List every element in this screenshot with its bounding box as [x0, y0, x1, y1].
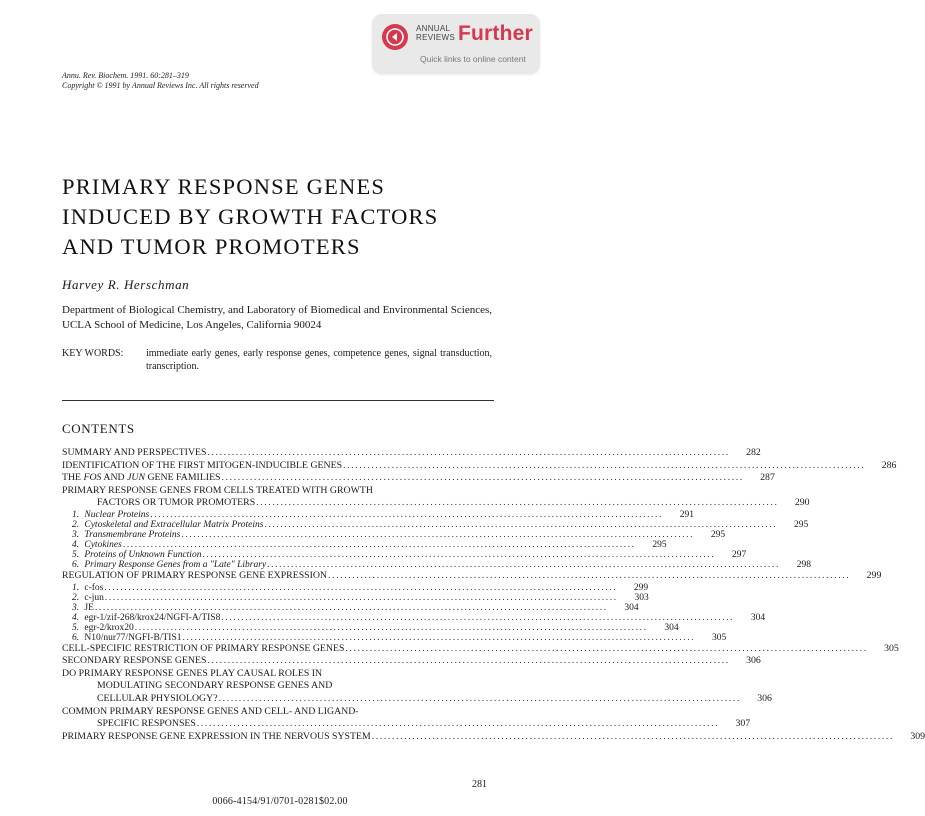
toc-entry-title: PRIMARY RESPONSE GENE EXPRESSION IN THE NERVOUS SYSTEM: [62, 730, 371, 742]
section-divider: [62, 400, 494, 401]
toc-leader: .................................................................................................................................: [267, 559, 780, 570]
toc-entry-page: 291: [679, 509, 694, 520]
toc-entry-title: SECONDARY RESPONSE GENES: [62, 655, 207, 667]
journal-citation: [62, 71, 259, 91]
toc-title-text: Cytoskeletal and Extracellular Matrix Proteins: [84, 519, 264, 530]
toc-subentry[interactable]: [62, 559, 811, 570]
toc-leader: .................................................................................................................................: [94, 602, 608, 613]
toc-entry-number: 3.: [72, 602, 80, 613]
toc-entry-page: 286: [881, 459, 897, 471]
toc-subentry[interactable]: [62, 582, 649, 593]
toc-entry-page: 304: [624, 602, 639, 613]
toc-title-text: N10/nur77/NGFI-B/TIS1: [84, 632, 182, 643]
badge-reviews-text: REVIEWS: [416, 33, 455, 42]
toc-entry[interactable]: [62, 447, 761, 460]
toc-entry-title: IDENTIFICATION OF THE FIRST MITOGEN-INDUCIBLE GENES: [62, 459, 343, 471]
toc-entry-title: [62, 603, 94, 613]
toc-entry-number: 5.: [72, 622, 80, 633]
toc-title-part: GENE FAMILIES: [145, 472, 221, 484]
toc-entry-continuation[interactable]: [62, 680, 494, 693]
toc-title-text: egr-2/krox20: [84, 622, 134, 633]
toc-leader: .................................................................................................................................: [196, 718, 720, 730]
toc-entry-number: 5.: [72, 549, 80, 560]
toc-subentry[interactable]: [62, 539, 667, 550]
toc-entry-continuation[interactable]: [62, 692, 772, 706]
toc-title-part: AND: [101, 472, 128, 484]
badge-subtitle: Quick links to online content: [420, 54, 526, 64]
toc-title-text: JE: [84, 602, 94, 613]
journal-line-2: Copyright © 1991 by Annual Reviews Inc. All rights reserved: [62, 81, 259, 90]
toc-leader: .................................................................................................................................: [343, 459, 866, 471]
toc-entry-title: MODULATING SECONDARY RESPONSE GENES AND: [97, 680, 333, 692]
title-line-2: INDUCED BY GROWTH FACTORS: [62, 204, 439, 229]
toc-entry-page: 290: [794, 497, 810, 509]
toc-entry-title: DO PRIMARY RESPONSE GENES PLAY CAUSAL ROLES IN: [62, 667, 323, 679]
toc-entry-title: [62, 472, 221, 485]
toc-entry-title: CELLULAR PHYSIOLOGY?: [97, 692, 218, 704]
toc-entry[interactable]: [62, 569, 882, 583]
toc-subentry[interactable]: [62, 592, 649, 603]
toc-entry-title: [62, 540, 122, 550]
footer-code: 0066-4154/91/0701-0281$02.00: [212, 796, 348, 807]
toc-title-text: Proteins of Unknown Function: [84, 549, 202, 560]
toc-entry-title: [62, 613, 220, 623]
toc-leader: .................................................................................................................................: [104, 582, 618, 593]
toc-entry[interactable]: [62, 730, 925, 744]
toc-title-text: egr-1/zif-268/krox24/NGFI-A/TIS8: [84, 612, 221, 623]
contents-heading: CONTENTS: [62, 421, 135, 436]
toc-subentry[interactable]: [62, 549, 747, 560]
toc-entry-page: 299: [633, 582, 649, 593]
toc-title-gene-jun: JUN: [127, 472, 146, 484]
toc-entry[interactable]: [62, 655, 761, 668]
toc-entry[interactable]: [62, 706, 494, 719]
toc-entry-page: 307: [735, 718, 751, 730]
toc-title-text: Primary Response Genes from a "Late" Library: [84, 559, 267, 570]
article-title: [62, 172, 502, 262]
toc-title-part: THE: [62, 472, 84, 484]
toc-leader: .................................................................................................................................: [207, 447, 730, 458]
toc-entry-number: 6.: [72, 632, 80, 643]
toc-entry-page: 295: [710, 529, 726, 540]
toc-leader: .................................................................................................................................: [182, 632, 696, 643]
author-affiliation: Department of Biological Chemistry, and Laboratory of Biomedical and Environmental Sciences, UCLA School of Medicine, Los Angeles, California 90024: [62, 304, 492, 331]
toc-leader: .................................................................................................................................: [150, 509, 663, 520]
toc-entry-page: 305: [884, 642, 899, 654]
toc-leader: .................................................................................................................................: [202, 549, 716, 560]
keywords-label: KEY WORDS:: [62, 348, 124, 359]
badge-annual-text: ANNUAL: [416, 24, 451, 33]
toc-leader: .................................................................................................................................: [221, 472, 744, 484]
badge-further-text: Further: [458, 22, 533, 45]
toc-entry-page: 298: [796, 559, 811, 570]
toc-entry-page: 306: [757, 692, 772, 704]
toc-entry-title: [62, 633, 182, 643]
toc-entry-page: 282: [746, 447, 761, 458]
toc-entry-title: [62, 510, 149, 520]
toc-title-text: Transmembrane Proteins: [84, 529, 181, 540]
toc-entry-number: 4.: [72, 539, 80, 550]
toc-title-text: c-fos: [84, 582, 104, 593]
toc-entry-title: REGULATION OF PRIMARY RESPONSE GENE EXPRESSION: [62, 569, 327, 581]
toc-entry-page: 306: [746, 655, 761, 667]
toc-entry-page: 304: [664, 622, 679, 633]
toc-entry-title: [62, 520, 263, 530]
toc-leader: .................................................................................................................................: [218, 692, 741, 704]
toc-entry-number: 2.: [72, 592, 80, 603]
toc-entry-page: 299: [866, 569, 882, 581]
toc-leader: .................................................................................................................................: [345, 642, 868, 654]
toc-entry[interactable]: [62, 472, 775, 485]
toc-leader: .................................................................................................................................: [256, 497, 779, 509]
toc-subentry[interactable]: [62, 509, 694, 520]
journal-line-1: Annu. Rev. Biochem. 1991. 60:281–319: [62, 71, 189, 80]
toc-entry-number: 1.: [72, 509, 80, 520]
toc-entry-number: 2.: [72, 519, 80, 530]
toc-entry-title: [62, 583, 103, 593]
toc-entry[interactable]: [62, 642, 899, 656]
toc-entry-page: 287: [760, 472, 775, 484]
toc-leader: .................................................................................................................................: [221, 612, 735, 623]
toc-title-text: Cytokines: [84, 539, 122, 550]
toc-leader: .................................................................................................................................: [104, 592, 618, 603]
toc-entry-title: PRIMARY RESPONSE GENES FROM CELLS TREATED WITH GROWTH: [62, 484, 373, 496]
toc-entry-continuation[interactable]: [62, 718, 751, 731]
page-number: 281: [472, 779, 487, 790]
toc-title-text: c-jun: [84, 592, 104, 603]
toc-entry-title: SUMMARY AND PERSPECTIVES: [62, 447, 207, 458]
toc-entry-continuation[interactable]: [62, 497, 810, 510]
toc-entry-page: 305: [712, 632, 727, 643]
toc-entry-title: CELL-SPECIFIC RESTRICTION OF PRIMARY RESPONSE GENES: [62, 642, 345, 654]
toc-subentry[interactable]: [62, 519, 809, 530]
toc-entry-page: 295: [793, 519, 809, 530]
toc-entry-number: 3.: [72, 529, 80, 540]
toc-subentry[interactable]: [62, 602, 639, 613]
toc-entry-title: [62, 560, 266, 570]
toc-title-text: Nuclear Proteins: [84, 509, 150, 520]
toc-leader: .................................................................................................................................: [207, 655, 730, 667]
toc-leader: .................................................................................................................................: [264, 519, 778, 530]
toc-entry[interactable]: [62, 459, 897, 473]
table-of-contents: [62, 447, 925, 743]
further-badge[interactable]: [372, 14, 540, 74]
toc-leader: .................................................................................................................................: [371, 730, 895, 742]
toc-leader: .................................................................................................................................: [328, 569, 851, 581]
toc-subentry[interactable]: [62, 632, 727, 643]
toc-title-gene-fos: FOS: [83, 472, 102, 484]
toc-entry-number: 4.: [72, 612, 80, 623]
toc-entry-title: COMMON PRIMARY RESPONSE GENES AND CELL- AND LIGAND-: [62, 705, 359, 717]
toc-leader: .................................................................................................................................: [122, 539, 636, 550]
toc-leader: .................................................................................................................................: [181, 529, 695, 540]
toc-entry-page: 309: [910, 730, 925, 742]
toc-entry-title: [62, 623, 134, 633]
title-line-3: AND TUMOR PROMOTERS: [62, 234, 361, 259]
toc-entry-page: 303: [634, 592, 649, 603]
toc-entry-page: 295: [652, 539, 667, 550]
toc-entry-number: 1.: [72, 582, 80, 593]
toc-entry-title: FACTORS OR TUMOR PROMOTERS: [97, 497, 256, 509]
toc-entry[interactable]: [62, 485, 494, 498]
toc-entry-title: SPECIFIC RESPONSES: [97, 718, 196, 730]
toc-entry[interactable]: [62, 668, 494, 681]
toc-entry-number: 6.: [72, 559, 80, 570]
toc-leader: .................................................................................................................................: [134, 622, 648, 633]
keywords: [62, 347, 492, 373]
toc-entry-title: [62, 593, 104, 603]
toc-subentry[interactable]: [62, 622, 679, 633]
author-name: Harvey R. Herschman: [62, 277, 190, 292]
play-icon: [382, 24, 408, 50]
toc-entry-title: [62, 550, 201, 560]
toc-subentry[interactable]: [62, 529, 726, 540]
keywords-text: immediate early genes, early response genes, competence genes, signal transduction, transcription.: [146, 348, 492, 372]
title-line-1: PRIMARY RESPONSE GENES: [62, 174, 386, 199]
toc-entry-page: 304: [750, 612, 766, 623]
toc-subentry[interactable]: [62, 612, 766, 623]
toc-entry-title: [62, 530, 180, 540]
toc-entry-page: 297: [731, 549, 747, 560]
